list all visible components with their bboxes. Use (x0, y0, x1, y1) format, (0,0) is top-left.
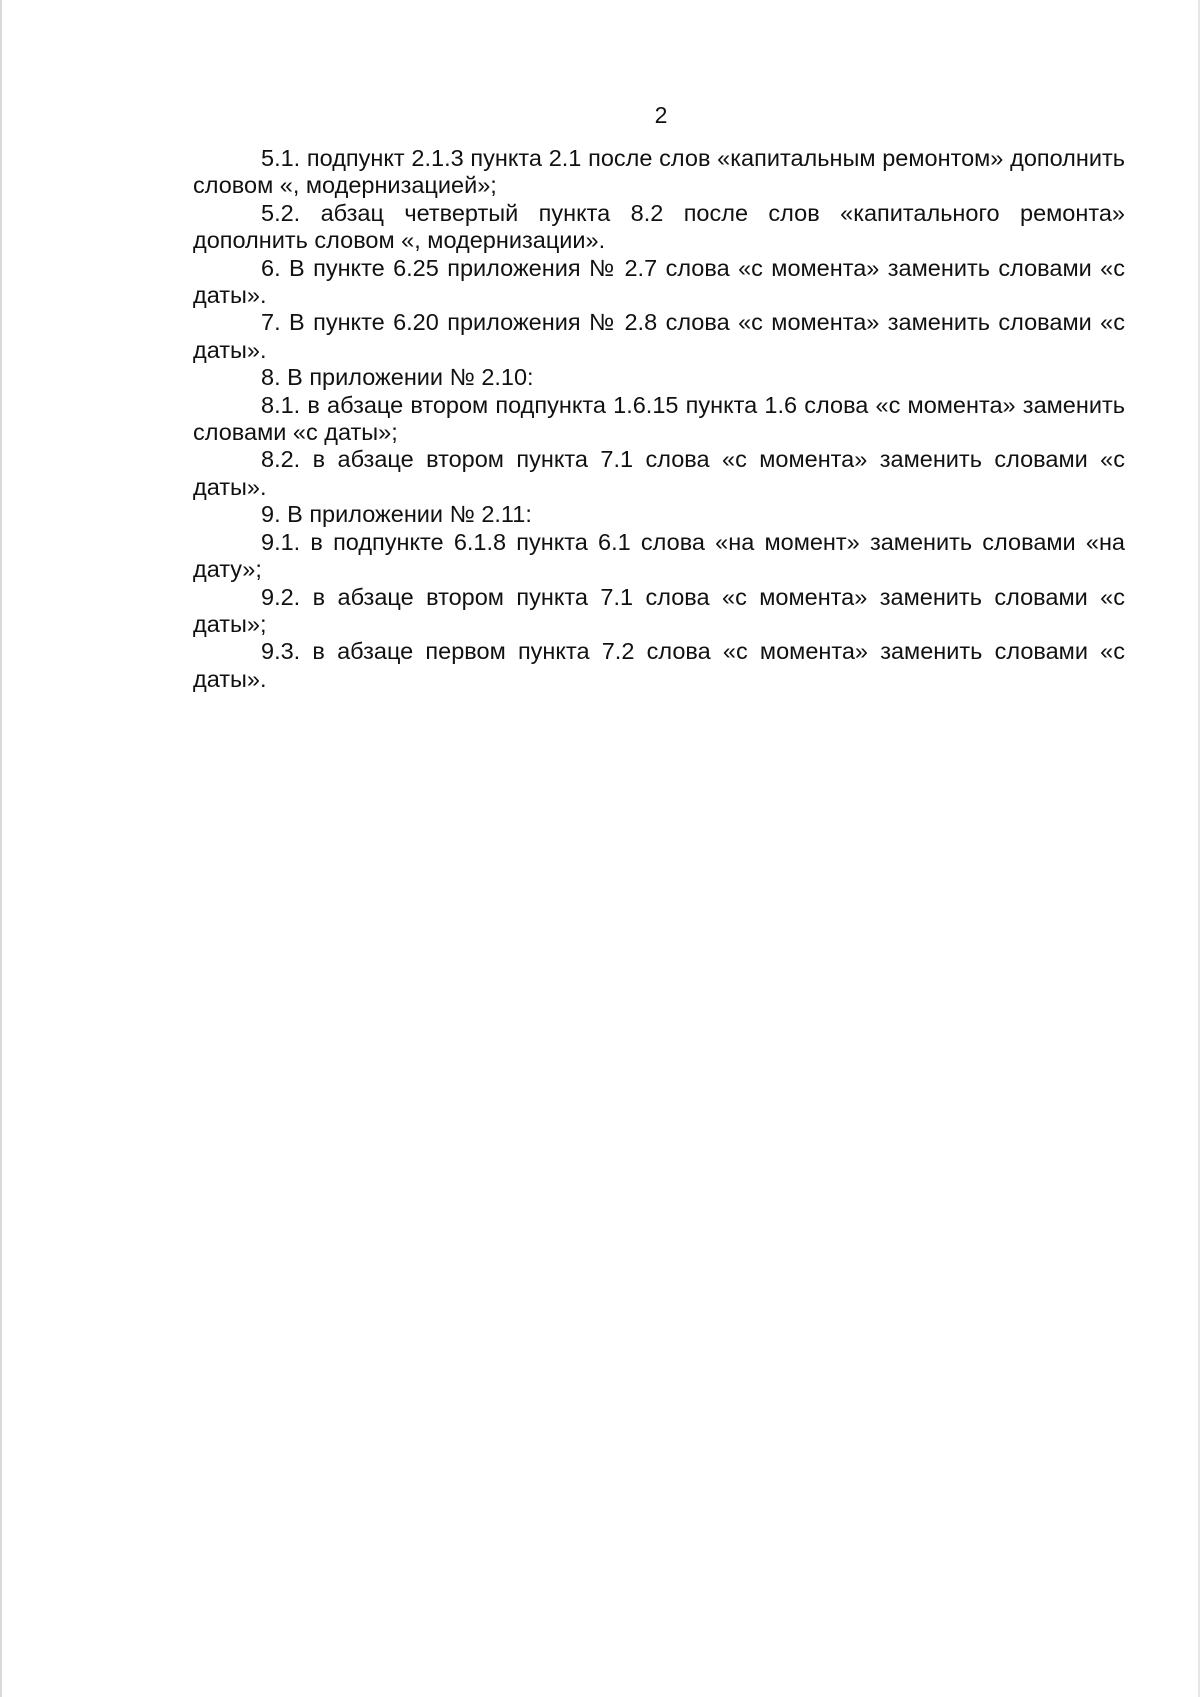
paragraph-9-2: 9.2. в абзаце втором пункта 7.1 слова «с момента» заменить словами «с даты»; (193, 583, 1125, 637)
paragraph-9: 9. В приложении № 2.11: (261, 501, 532, 528)
paragraph-8: 8. В приложении № 2.10: (261, 364, 534, 391)
scan-edge-left (0, 0, 2, 1697)
paragraph-8-1: 8.1. в абзаце втором подпункта 1.6.15 пункта 1.6 слова «с момента» заменить словами «с даты»; (193, 391, 1125, 446)
paragraph-6: 6. В пункте 6.25 приложения № 2.7 слова «с момента» заменить словами «с даты». (193, 254, 1125, 309)
paragraph-8-2: 8.2. в абзаце втором пункта 7.1 слова «с момента» заменить словами «с даты». (193, 446, 1125, 500)
paragraph-9-1: 9.1. в подпункте 6.1.8 пункта 6.1 слова «на момент» заменить словами «на дату»; (193, 528, 1125, 583)
paragraph-5-2: 5.2. абзац четвертый пункта 8.2 после слов «капитального ремонта» дополнить словом «, модернизации». (193, 199, 1125, 254)
document-body (193, 145, 1125, 693)
paragraph-5-1: 5.1. подпункт 2.1.3 пункта 2.1 после слов «капитальным ремонтом» дополнить словом «, модернизацией»; (193, 145, 1125, 199)
paragraph-9-3: 9.3. в абзаце первом пункта 7.2 слова «с момента» заменить словами «с даты». (193, 638, 1125, 692)
paragraph-7: 7. В пункте 6.20 приложения № 2.8 слова «с момента» заменить словами «с даты». (193, 309, 1125, 363)
page-number: 2 (654, 102, 668, 128)
